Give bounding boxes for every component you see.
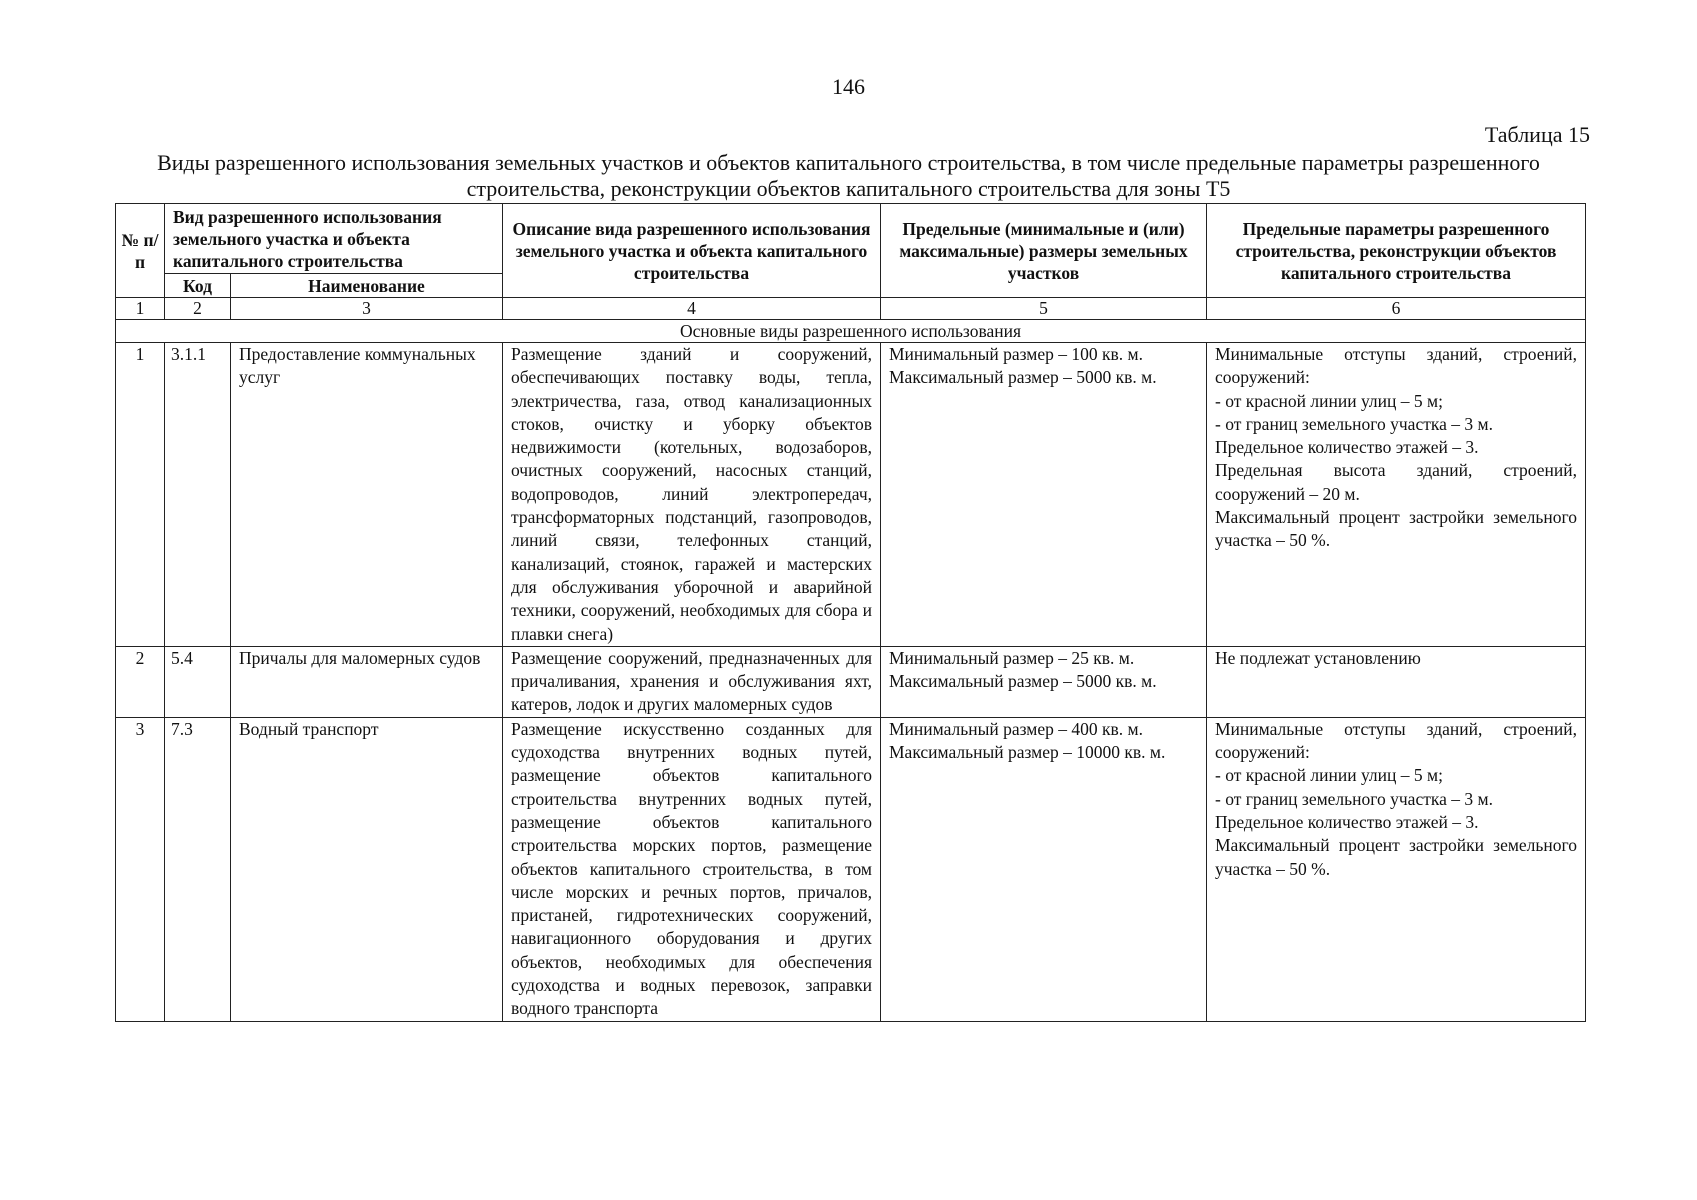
build-param-line: - от границ земельного участка – 3 м. — [1215, 413, 1493, 434]
table-title: Виды разрешенного использования земельных участков и объектов капитального строительства, в том числе предельные параметры разрешенного строительства, реконструкции объектов капитального строительства для зоны Т5 — [157, 150, 1540, 201]
build-param-line: - от красной линии улиц – 5 м; — [1215, 390, 1443, 411]
row-number: 3 — [116, 717, 165, 1021]
table-row — [116, 343, 1586, 647]
header-plot-sizes: Предельные (минимальные и (или) максимальные) размеры земельных участков — [881, 204, 1207, 298]
plot-size-line: Максимальный размер – 5000 кв. м. — [889, 671, 1157, 692]
zoning-table — [115, 203, 1586, 1022]
header-code: Код — [165, 274, 231, 298]
row-code: 7.3 — [165, 717, 231, 1021]
row-name: Предоставление коммунальных услуг — [231, 343, 503, 647]
section-title: Основные виды разрешенного использования — [116, 320, 1586, 343]
column-number: 4 — [503, 298, 881, 320]
row-name: Причалы для маломерных судов — [231, 646, 503, 717]
build-param-line: Предельное количество этажей – 3. — [1215, 437, 1479, 458]
row-build-params — [1207, 717, 1586, 1021]
column-number: 2 — [165, 298, 231, 320]
build-param-line: - от границ земельного участка – 3 м. — [1215, 788, 1493, 809]
header-description: Описание вида разрешенного использования земельного участка и объекта капитального строительства — [503, 204, 881, 298]
row-name: Водный транспорт — [231, 717, 503, 1021]
build-param-line: Минимальные отступы зданий, строений, сооружений: — [1215, 718, 1577, 763]
build-param-line: Предельное количество этажей – 3. — [1215, 811, 1479, 832]
table-row — [116, 646, 1586, 717]
build-param-line: Максимальный процент застройки земельного участка – 50 %. — [1215, 835, 1577, 879]
plot-size-line: Минимальный размер – 400 кв. м. — [889, 718, 1143, 739]
build-param-line: Не подлежат установлению — [1215, 647, 1421, 668]
column-number: 1 — [116, 298, 165, 320]
build-param-line: - от красной линии улиц – 5 м; — [1215, 765, 1443, 786]
row-build-params — [1207, 646, 1586, 717]
row-description: Размещение зданий и сооружений, обеспечивающих поставку воды, тепла, электричества, газа, отвод канализационных стоков, очистку и уборку объектов недвижимости (котельных, водозаборов, очистных сооружений, насосных станций, водопроводов, линий электропередач, трансформаторных подстанций, газопроводов, линий связи, телефонных станций, канализаций, стоянок, гаражей и мастерских для обслуживания уборочной и аварийной техники, сооружений, необходимых для сбора и плавки снега) — [503, 343, 881, 647]
row-number: 2 — [116, 646, 165, 717]
column-number: 5 — [881, 298, 1207, 320]
section-row — [116, 320, 1586, 343]
row-description: Размещение искусственно созданных для судоходства внутренних водных путей, размещение объектов капитального строительства внутренних водных путей, размещение объектов капитального строительства морских портов, размещение объектов капитального строительства, в том числе морских и речных портов, причалов, пристаней, гидротехнических сооружений, навигационного оборудования и других объектов, необходимых для обеспечения судоходства и водных перевозок, заправки водного транспорта — [503, 717, 881, 1021]
plot-size-line: Максимальный размер – 10000 кв. м. — [889, 742, 1166, 763]
plot-size-line: Минимальный размер – 25 кв. м. — [889, 647, 1135, 668]
row-plot-sizes — [881, 646, 1207, 717]
row-code: 5.4 — [165, 646, 231, 717]
page-number: 146 — [832, 74, 865, 99]
row-plot-sizes — [881, 343, 1207, 647]
build-param-line: Максимальный процент застройки земельного участка – 50 %. — [1215, 507, 1577, 551]
build-param-line: Минимальные отступы зданий, строений, сооружений: — [1215, 344, 1577, 388]
build-param-line: Предельная высота зданий, строений, сооружений – 20 м. — [1215, 460, 1577, 504]
row-description: Размещение сооружений, предназначенных для причаливания, хранения и обслуживания яхт, катеров, лодок и других маломерных судов — [503, 646, 881, 717]
plot-size-line: Минимальный размер – 100 кв. м. — [889, 344, 1143, 364]
column-number-row — [116, 298, 1586, 320]
table-label: Таблица 15 — [1484, 122, 1590, 147]
row-code: 3.1.1 — [165, 343, 231, 647]
table-row — [116, 717, 1586, 1021]
plot-size-line: Максимальный размер – 5000 кв. м. — [889, 367, 1157, 388]
column-number: 3 — [231, 298, 503, 320]
column-number: 6 — [1207, 298, 1586, 320]
row-build-params — [1207, 343, 1586, 647]
header-name: Наименование — [231, 274, 503, 298]
header-kind: Вид разрешенного использования земельного участка и объекта капитального строительства — [165, 204, 503, 274]
row-plot-sizes — [881, 717, 1207, 1021]
row-number: 1 — [116, 343, 165, 647]
header-no: № п/п — [116, 204, 165, 298]
header-build-params: Предельные параметры разрешенного строительства, реконструкции объектов капитального строительства — [1207, 204, 1586, 298]
